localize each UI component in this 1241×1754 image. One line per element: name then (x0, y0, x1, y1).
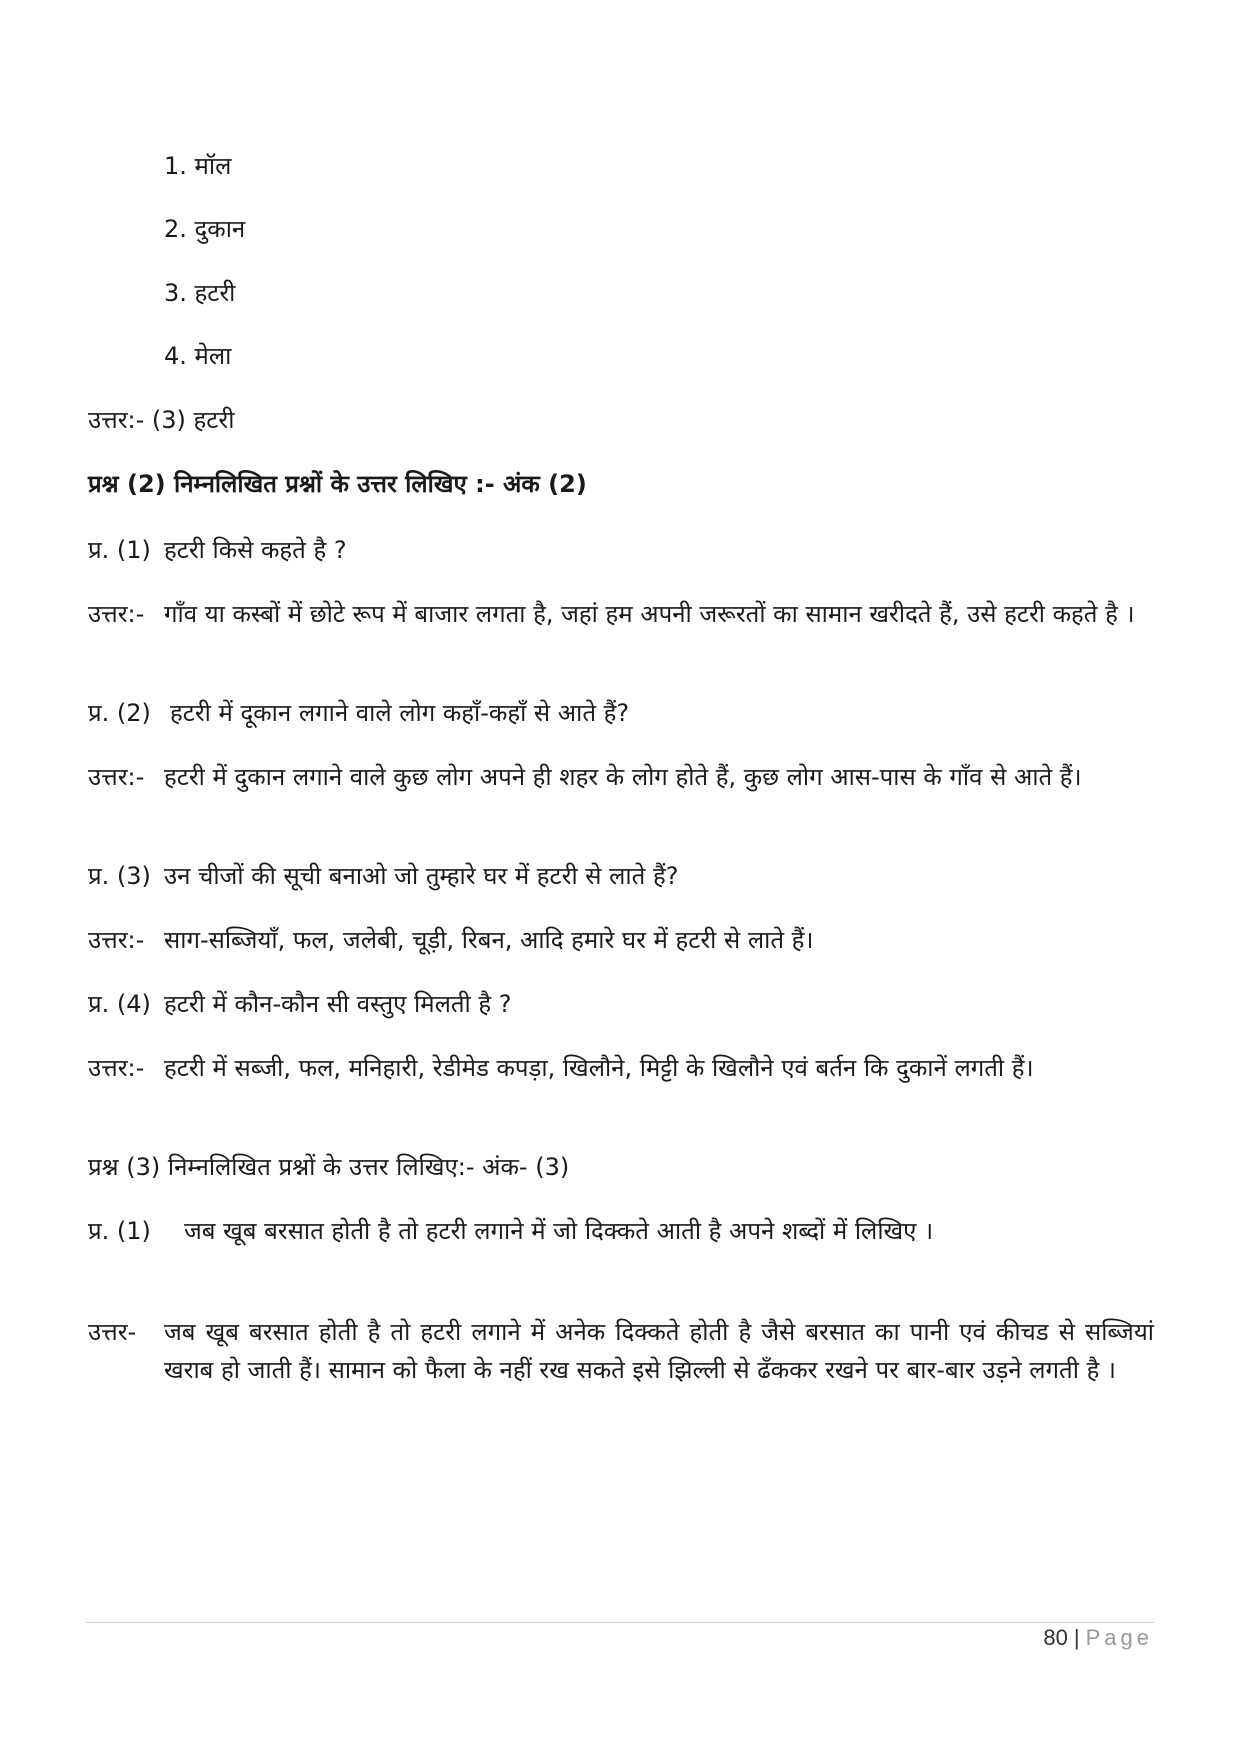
question-label: प्र. (3) (88, 862, 151, 890)
question-text: जब खूब बरसात होती है तो हटरी लगाने में जो दिक्कते आती है अपने शब्दों में लिखिए । (184, 1217, 934, 1245)
answer-text: साग-सब्जियाँ, फल, जलेबी, चूड़ी, रिबन, आदि हमारे घर में हटरी से लाते हैं। (164, 926, 814, 954)
option-3: 3. हटरी (164, 279, 236, 307)
question-label: प्र. (1) (88, 1217, 151, 1245)
footer-divider (86, 1622, 1154, 1623)
answer-label: उत्तर:- (88, 926, 145, 954)
question-text: हटरी में दूकान लगाने वाले लोग कहाँ-कहाँ से आते हैं? (170, 699, 630, 727)
page-number (1043, 1620, 1153, 1656)
option-4: 4. मेला (164, 342, 232, 370)
question-label: प्र. (4) (88, 990, 151, 1018)
question-label: प्र. (1) (88, 536, 151, 564)
page-number-separator: | (1073, 1625, 1080, 1650)
question-label: प्र. (2) (88, 699, 151, 727)
option-2: 2. दुकान (164, 215, 246, 243)
answer-label: उत्तर:- (88, 600, 145, 628)
answer-label: उत्तर:- (88, 1054, 145, 1082)
question-text: उन चीजों की सूची बनाओ जो तुम्हारे घर में हटरी से लाते हैं? (164, 862, 679, 890)
answer-text: हटरी में सब्जी, फल, मनिहारी, रेडीमेड कपड़ा, खिलौने, मिट्टी के खिलौने एवं बर्तन कि दुकानें लगती हैं। (164, 1054, 1034, 1082)
page-word: Page (1085, 1625, 1153, 1650)
answer-text: हटरी में दुकान लगाने वाले कुछ लोग अपने ही शहर के लोग होते हैं, कुछ लोग आस-पास के गाँव से आते हैं। (164, 763, 1082, 791)
question-text: हटरी किसे कहते है ? (164, 536, 347, 564)
answer-text: गाँव या कस्बों में छोटे रूप में बाजार लगता है, जहां हम अपनी जरूरतों का सामान खरीदते हैं, उसे हटरी कहते है । (164, 600, 1135, 628)
answer-text: जब खूब बरसात होती है तो हटरी लगाने में अनेक दिक्कते होती है जैसे बरसात का पानी एवं कीचड से सब्जियां खराब हो जाती हैं। सामान को फैला के नहीं रख सकते इसे झिल्ली से ढँककर रखने पर बार-बार उड़ने लगती है । (164, 1318, 1154, 1384)
section-2-heading: प्रश्न (2) निम्नलिखित प्रश्नों के उत्तर लिखिए :- अंक (2) (88, 470, 587, 498)
answer-label: उत्तर- (88, 1318, 137, 1346)
section-3-heading: प्रश्न (3) निम्नलिखित प्रश्नों के उत्तर लिखिए:- अंक- (3) (88, 1153, 570, 1181)
page-number-value: 80 (1043, 1625, 1068, 1650)
question-text: हटरी में कौन-कौन सी वस्तुए मिलती है ? (164, 990, 512, 1018)
option-1: 1. मॉल (164, 152, 232, 180)
answer-label: उत्तर:- (88, 763, 145, 791)
answer-1: उत्तर:- (3) हटरी (88, 406, 235, 434)
